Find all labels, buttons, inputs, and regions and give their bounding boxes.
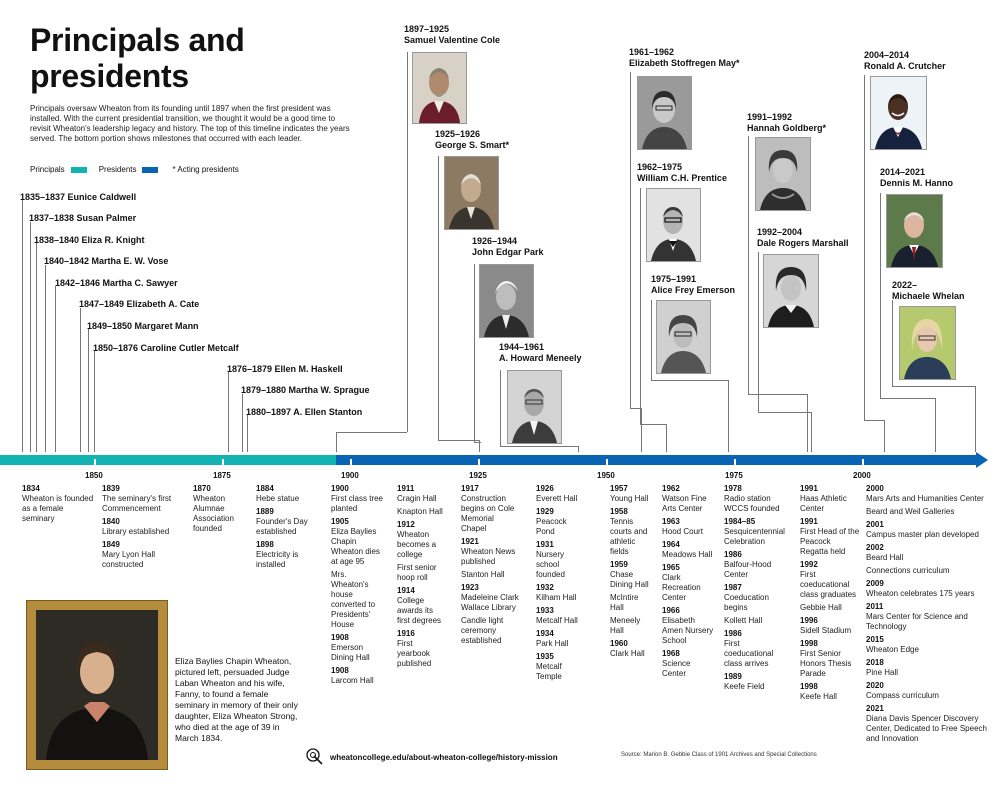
milestone-text: First coeducational class graduates	[800, 570, 857, 599]
portrait-image	[638, 77, 691, 149]
milestone-text: Wheaton is founded as a female seminary	[22, 494, 94, 523]
milestone-year: 1968	[662, 649, 680, 658]
portrait-painting	[36, 610, 158, 760]
milestone-year: 2021	[866, 704, 884, 713]
milestone-text: Science Center	[662, 659, 691, 678]
president-years: 1944–1961	[499, 342, 545, 352]
president-name: William C.H. Prentice	[637, 173, 727, 183]
milestone-text: Radio station WCCS founded	[724, 494, 780, 513]
milestone-year: 1932	[536, 583, 554, 592]
president-photo	[507, 370, 562, 444]
president-photo	[444, 156, 499, 230]
president-photo	[870, 76, 927, 150]
milestone-column	[397, 484, 447, 669]
president-label	[892, 280, 965, 302]
president-name: Alice Frey Emerson	[651, 285, 736, 295]
founder-portrait	[36, 610, 158, 760]
milestone-text: Madeleine Clark Wallace Library	[461, 593, 519, 612]
milestone-year: 1987	[724, 583, 742, 592]
milestone-text: Stanton Hall	[461, 570, 505, 579]
milestone-text: Kilham Hall	[536, 593, 577, 602]
principal-label: 1838–1840 Eliza R. Knight	[34, 235, 145, 245]
president-name: George S. Smart*	[435, 140, 510, 150]
milestone-year: 1929	[536, 507, 554, 516]
milestone-text: Larcom Hall	[331, 676, 374, 685]
president-label	[757, 227, 849, 249]
milestone-text: Campus master plan developed	[866, 530, 979, 539]
milestone-text: Beard and Weil Galleries	[866, 507, 955, 516]
milestone-year: 1908	[331, 666, 349, 675]
milestone-text: Diana Davis Spencer Discovery Center, Dedicated to Free Speech and Innovation	[866, 714, 987, 743]
milestone-column	[256, 484, 308, 570]
legend-presidents-label: Presidents	[98, 165, 137, 174]
milestone-column	[331, 484, 383, 686]
milestone-text: McIntire Hall	[610, 593, 639, 612]
portrait-image	[480, 265, 533, 337]
legend-acting-label: * Acting presidents	[172, 165, 239, 174]
milestone-text: Balfour-Hood Center	[724, 560, 772, 579]
milestone-column	[102, 484, 178, 570]
principal-line	[88, 329, 89, 452]
portrait-image	[445, 157, 498, 229]
president-label	[499, 342, 582, 364]
milestone-year: 1905	[331, 517, 349, 526]
milestone-text: Sidell Stadium	[800, 626, 852, 635]
principal-line	[22, 200, 23, 452]
milestone-text: Chase Dining Hall	[610, 570, 649, 589]
president-photo	[637, 76, 692, 150]
milestone-year: 1908	[331, 633, 349, 642]
legend-presidents-swatch	[142, 167, 158, 173]
principal-label: 1849–1850 Margaret Mann	[87, 321, 199, 331]
president-years: 2004–2014	[864, 50, 910, 60]
president-label	[472, 236, 544, 258]
year-label: 1950	[597, 471, 615, 480]
president-years: 1962–1975	[637, 162, 683, 172]
milestone-year: 1870	[193, 484, 211, 493]
milestone-text: Elisabeth Amen Nursery School	[662, 616, 714, 645]
president-label	[637, 162, 727, 184]
milestone-column	[22, 484, 96, 524]
president-name: Dale Rogers Marshall	[757, 238, 849, 248]
milestone-year: 1991	[800, 517, 818, 526]
principal-label: 1842–1846 Martha C. Sawyer	[55, 278, 178, 288]
milestone-text: Mrs. Wheaton's house converted to Presidents' House	[331, 570, 376, 629]
portrait-image	[647, 189, 700, 261]
president-photo	[763, 254, 819, 328]
milestone-text: Kollett Hall	[724, 616, 763, 625]
milestone-column	[193, 484, 245, 534]
legend-principals-swatch	[71, 167, 87, 173]
year-tick	[478, 459, 480, 469]
milestone-text: Peacock Pond	[536, 517, 567, 536]
milestone-year: 1849	[102, 540, 120, 549]
principal-line	[94, 351, 95, 452]
milestone-text: Everett Hall	[536, 494, 578, 503]
milestone-text: Emerson Dining Hall	[331, 643, 370, 662]
president-photo	[479, 264, 534, 338]
milestone-text: Young Hall	[610, 494, 649, 503]
milestone-year: 1840	[102, 517, 120, 526]
president-label	[880, 167, 953, 189]
year-tick	[606, 459, 608, 469]
milestone-text: Connections curriculum	[866, 566, 950, 575]
president-photo	[412, 52, 467, 124]
intro-paragraph: Principals oversaw Wheaton from its founding until 1897 when the first president was installed. With the current presidential transition, we thought it would be a good time to revisit Wheaton's leadership legacy and history. The top of this timeline indicates the years served. The bottom portion shows milestones that occurred with each leader.	[30, 104, 350, 143]
president-name: Elizabeth Stoffregen May*	[629, 58, 740, 68]
milestone-text: Clark Recreation Center	[662, 573, 701, 602]
milestone-text: First senior hoop roll	[397, 563, 437, 582]
timeline-arrow	[976, 452, 988, 468]
milestone-year: 1996	[800, 616, 818, 625]
milestone-text: Keefe Hall	[800, 692, 837, 701]
president-name: A. Howard Meneely	[499, 353, 582, 363]
milestone-text: Founder's Day established	[256, 517, 308, 536]
milestone-column	[866, 484, 992, 744]
milestone-year: 1916	[397, 629, 415, 638]
milestone-text: Cragin Hall	[397, 494, 437, 503]
milestone-text: Candle light ceremony established	[461, 616, 504, 645]
principal-line	[36, 243, 37, 452]
milestone-year: 2002	[866, 543, 884, 552]
president-photo	[646, 188, 701, 262]
milestone-text: Mary Lyon Hall constructed	[102, 550, 156, 569]
principal-label: 1847–1849 Elizabeth A. Cate	[79, 299, 200, 309]
portrait-image	[756, 138, 810, 210]
milestone-year: 1911	[397, 484, 415, 493]
president-years: 2014–2021	[880, 167, 926, 177]
milestone-year: 1898	[256, 540, 274, 549]
milestone-text: Mars Center for Science and Technology	[866, 612, 968, 631]
milestone-text: Coeducation begins	[724, 593, 769, 612]
principals-bar	[0, 455, 336, 465]
milestone-year: 2015	[866, 635, 884, 644]
milestone-text: College awards its first degrees	[397, 596, 442, 625]
milestone-year: 1964	[662, 540, 680, 549]
legend	[30, 165, 239, 174]
milestone-year: 1834	[22, 484, 40, 493]
portrait-image	[900, 307, 955, 379]
year-label: 1850	[85, 471, 103, 480]
principal-label: 1880–1897 A. Ellen Stanton	[246, 407, 363, 417]
milestone-year: 2001	[866, 520, 884, 529]
milestone-text: Hood Court	[662, 527, 703, 536]
principal-label: 1837–1838 Susan Palmer	[29, 213, 137, 223]
president-years: 1925–1926	[435, 129, 481, 139]
milestone-text: Meneely Hall	[610, 616, 641, 635]
year-label: 1900	[341, 471, 359, 480]
president-label	[435, 129, 509, 151]
timeline-bar	[0, 452, 1008, 468]
milestone-year: 1989	[724, 672, 742, 681]
source-note: Source: Marion B. Gebbie Class of 1901 Archives and Special Collections	[621, 752, 817, 758]
principal-line	[247, 415, 248, 452]
president-years: 1897–1925	[404, 24, 450, 34]
website-link[interactable]: wheatoncollege.edu/about-wheaton-college/history-mission	[330, 752, 558, 762]
president-name: Hannah Goldberg*	[747, 123, 827, 133]
milestone-text: Park Hall	[536, 639, 569, 648]
milestone-year: 1966	[662, 606, 680, 615]
milestone-text: First Senior Honors Thesis Parade	[800, 649, 852, 678]
milestone-column	[724, 484, 786, 692]
milestone-column	[461, 484, 521, 646]
milestone-text: Tennis courts and athletic fields	[610, 517, 648, 556]
milestone-text: Watson Fine Arts Center	[662, 494, 707, 513]
milestone-text: Mars Arts and Humanities Center	[866, 494, 984, 503]
milestone-year: 2018	[866, 658, 884, 667]
portrait-image	[887, 195, 942, 267]
milestone-text: Metcalf Temple	[536, 662, 562, 681]
milestone-text: First coeducational class arrives	[724, 639, 774, 668]
milestone-year: 1935	[536, 652, 554, 661]
milestone-year: 1912	[397, 520, 415, 529]
milestone-text: First yearbook published	[397, 639, 432, 668]
milestone-text: Gebbie Hall	[800, 603, 842, 612]
milestone-text: Sesquicentennial Celebration	[724, 527, 785, 546]
milestone-text: Wheaton News published	[461, 547, 516, 566]
milestone-year: 1991	[800, 484, 818, 493]
milestone-year: 1959	[610, 560, 628, 569]
portrait-image	[871, 77, 926, 149]
president-years: 1991–1992	[747, 112, 793, 122]
milestone-text: First Head of the Peacock Regatta held	[800, 527, 860, 556]
milestone-year: 1933	[536, 606, 554, 615]
milestone-year: 1889	[256, 507, 274, 516]
principal-label: 1876–1879 Ellen M. Haskell	[227, 364, 343, 374]
milestone-text: Meadows Hall	[662, 550, 713, 559]
portrait-image	[657, 301, 710, 373]
milestone-text: Clark Hall	[610, 649, 645, 658]
president-name: John Edgar Park	[472, 247, 544, 257]
milestone-column	[610, 484, 654, 659]
year-label: 1925	[469, 471, 487, 480]
milestone-year: 2000	[866, 484, 884, 493]
year-label: 1975	[725, 471, 743, 480]
milestone-year: 1900	[331, 484, 349, 493]
milestone-year: 1963	[662, 517, 680, 526]
milestone-year: 1986	[724, 550, 742, 559]
year-tick	[862, 459, 864, 469]
milestone-text: Wheaton Alumnae Association founded	[193, 494, 234, 533]
president-name: Samuel Valentine Cole	[404, 35, 501, 45]
portrait-image	[764, 255, 818, 327]
milestone-year: 1984–85	[724, 517, 756, 526]
principal-label: 1879–1880 Martha W. Sprague	[241, 385, 370, 395]
principal-line	[228, 372, 229, 452]
milestone-year: 2020	[866, 681, 884, 690]
milestone-text: Eliza Baylies Chapin Wheaton dies at age 95	[331, 527, 380, 566]
milestone-text: Compass curriculum	[866, 691, 939, 700]
milestone-year: 1926	[536, 484, 554, 493]
milestone-text: Construction begins on Cole Memorial Chapel	[461, 494, 515, 533]
year-tick	[222, 459, 224, 469]
milestone-year: 2011	[866, 602, 884, 611]
year-label: 2000	[853, 471, 871, 480]
milestone-text: Wheaton becomes a college	[397, 530, 437, 559]
president-photo	[755, 137, 811, 211]
legend-principals-label: Principals	[30, 165, 65, 174]
president-years: 1961–1962	[629, 47, 675, 57]
milestone-text: Beard Hall	[866, 553, 904, 562]
principal-label: 1835–1837 Eunice Caldwell	[20, 192, 137, 202]
president-photo	[656, 300, 711, 374]
principal-label: 1840–1842 Martha E. W. Vose	[44, 256, 169, 266]
milestone-text: Library established	[102, 527, 170, 536]
principal-line	[80, 308, 81, 452]
year-tick	[350, 459, 352, 469]
presidents-bar	[336, 455, 976, 465]
milestone-column	[800, 484, 860, 702]
milestone-year: 1957	[610, 484, 628, 493]
milestone-text: Keefe Field	[724, 682, 765, 691]
milestone-year: 1839	[102, 484, 120, 493]
president-years: 1992–2004	[757, 227, 803, 237]
milestone-year: 1934	[536, 629, 554, 638]
milestone-year: 1998	[800, 639, 818, 648]
principal-label: 1850–1876 Caroline Cutler Metcalf	[93, 343, 239, 353]
milestone-text: Wheaton celebrates 175 years	[866, 589, 975, 598]
president-name: Dennis M. Hanno	[880, 178, 954, 188]
president-label	[629, 47, 740, 69]
principal-line	[30, 222, 31, 452]
milestone-year: 1978	[724, 484, 742, 493]
milestone-text: Nursery school founded	[536, 550, 565, 579]
principal-line	[242, 394, 243, 452]
milestone-year: 2009	[866, 579, 884, 588]
president-name: Ronald A. Crutcher	[864, 61, 946, 71]
president-photo	[899, 306, 956, 380]
president-label	[747, 112, 826, 134]
president-years: 1975–1991	[651, 274, 697, 284]
milestone-text: Wheaton Edge	[866, 645, 919, 654]
milestone-year: 1992	[800, 560, 818, 569]
principal-line	[45, 265, 46, 452]
president-label	[864, 50, 946, 72]
year-tick	[94, 459, 96, 469]
president-name: Michaele Whelan	[892, 291, 965, 301]
milestone-year: 1923	[461, 583, 479, 592]
portrait-image	[508, 371, 561, 443]
web-link-icon	[306, 748, 324, 766]
president-label	[651, 274, 735, 296]
milestone-text: Haas Athletic Center	[800, 494, 847, 513]
portrait-image	[413, 53, 466, 123]
principal-line	[55, 286, 56, 452]
milestone-year: 1884	[256, 484, 274, 493]
founder-portrait-frame	[26, 600, 168, 770]
president-years: 2022–	[892, 280, 918, 290]
milestone-text: First class tree planted	[331, 494, 384, 513]
milestone-year: 1917	[461, 484, 479, 493]
year-label: 1875	[213, 471, 231, 480]
milestone-year: 1931	[536, 540, 554, 549]
portrait-caption: Eliza Baylies Chapin Wheaton, pictured left, persuaded Judge Laban Wheaton and his wife, Fanny, to found a female seminary in memory of their only daughter, Eliza Wheaton Strong, who died at the age of 39 in March 1834.	[175, 656, 298, 743]
milestone-year: 1962	[662, 484, 680, 493]
milestone-year: 1960	[610, 639, 628, 648]
milestone-year: 1921	[461, 537, 479, 546]
milestone-column	[536, 484, 586, 682]
president-label	[404, 24, 500, 46]
milestone-year: 1958	[610, 507, 628, 516]
milestone-year: 1998	[800, 682, 818, 691]
milestone-year: 1965	[662, 563, 680, 572]
url-row	[306, 748, 558, 766]
milestone-text: Hebe statue	[256, 494, 300, 503]
milestone-year: 1986	[724, 629, 742, 638]
president-years: 1926–1944	[472, 236, 518, 246]
milestone-text: Pine Hall	[866, 668, 899, 677]
milestone-year: 1914	[397, 586, 415, 595]
milestone-column	[662, 484, 714, 679]
milestone-text: Knapton Hall	[397, 507, 443, 516]
page-title: Principals and presidents	[30, 22, 245, 94]
milestone-text: Metcalf Hall	[536, 616, 578, 625]
president-photo	[886, 194, 943, 268]
milestone-text: Electricity is installed	[256, 550, 299, 569]
milestone-text: The seminary's first Commencement	[102, 494, 172, 513]
year-tick	[734, 459, 736, 469]
